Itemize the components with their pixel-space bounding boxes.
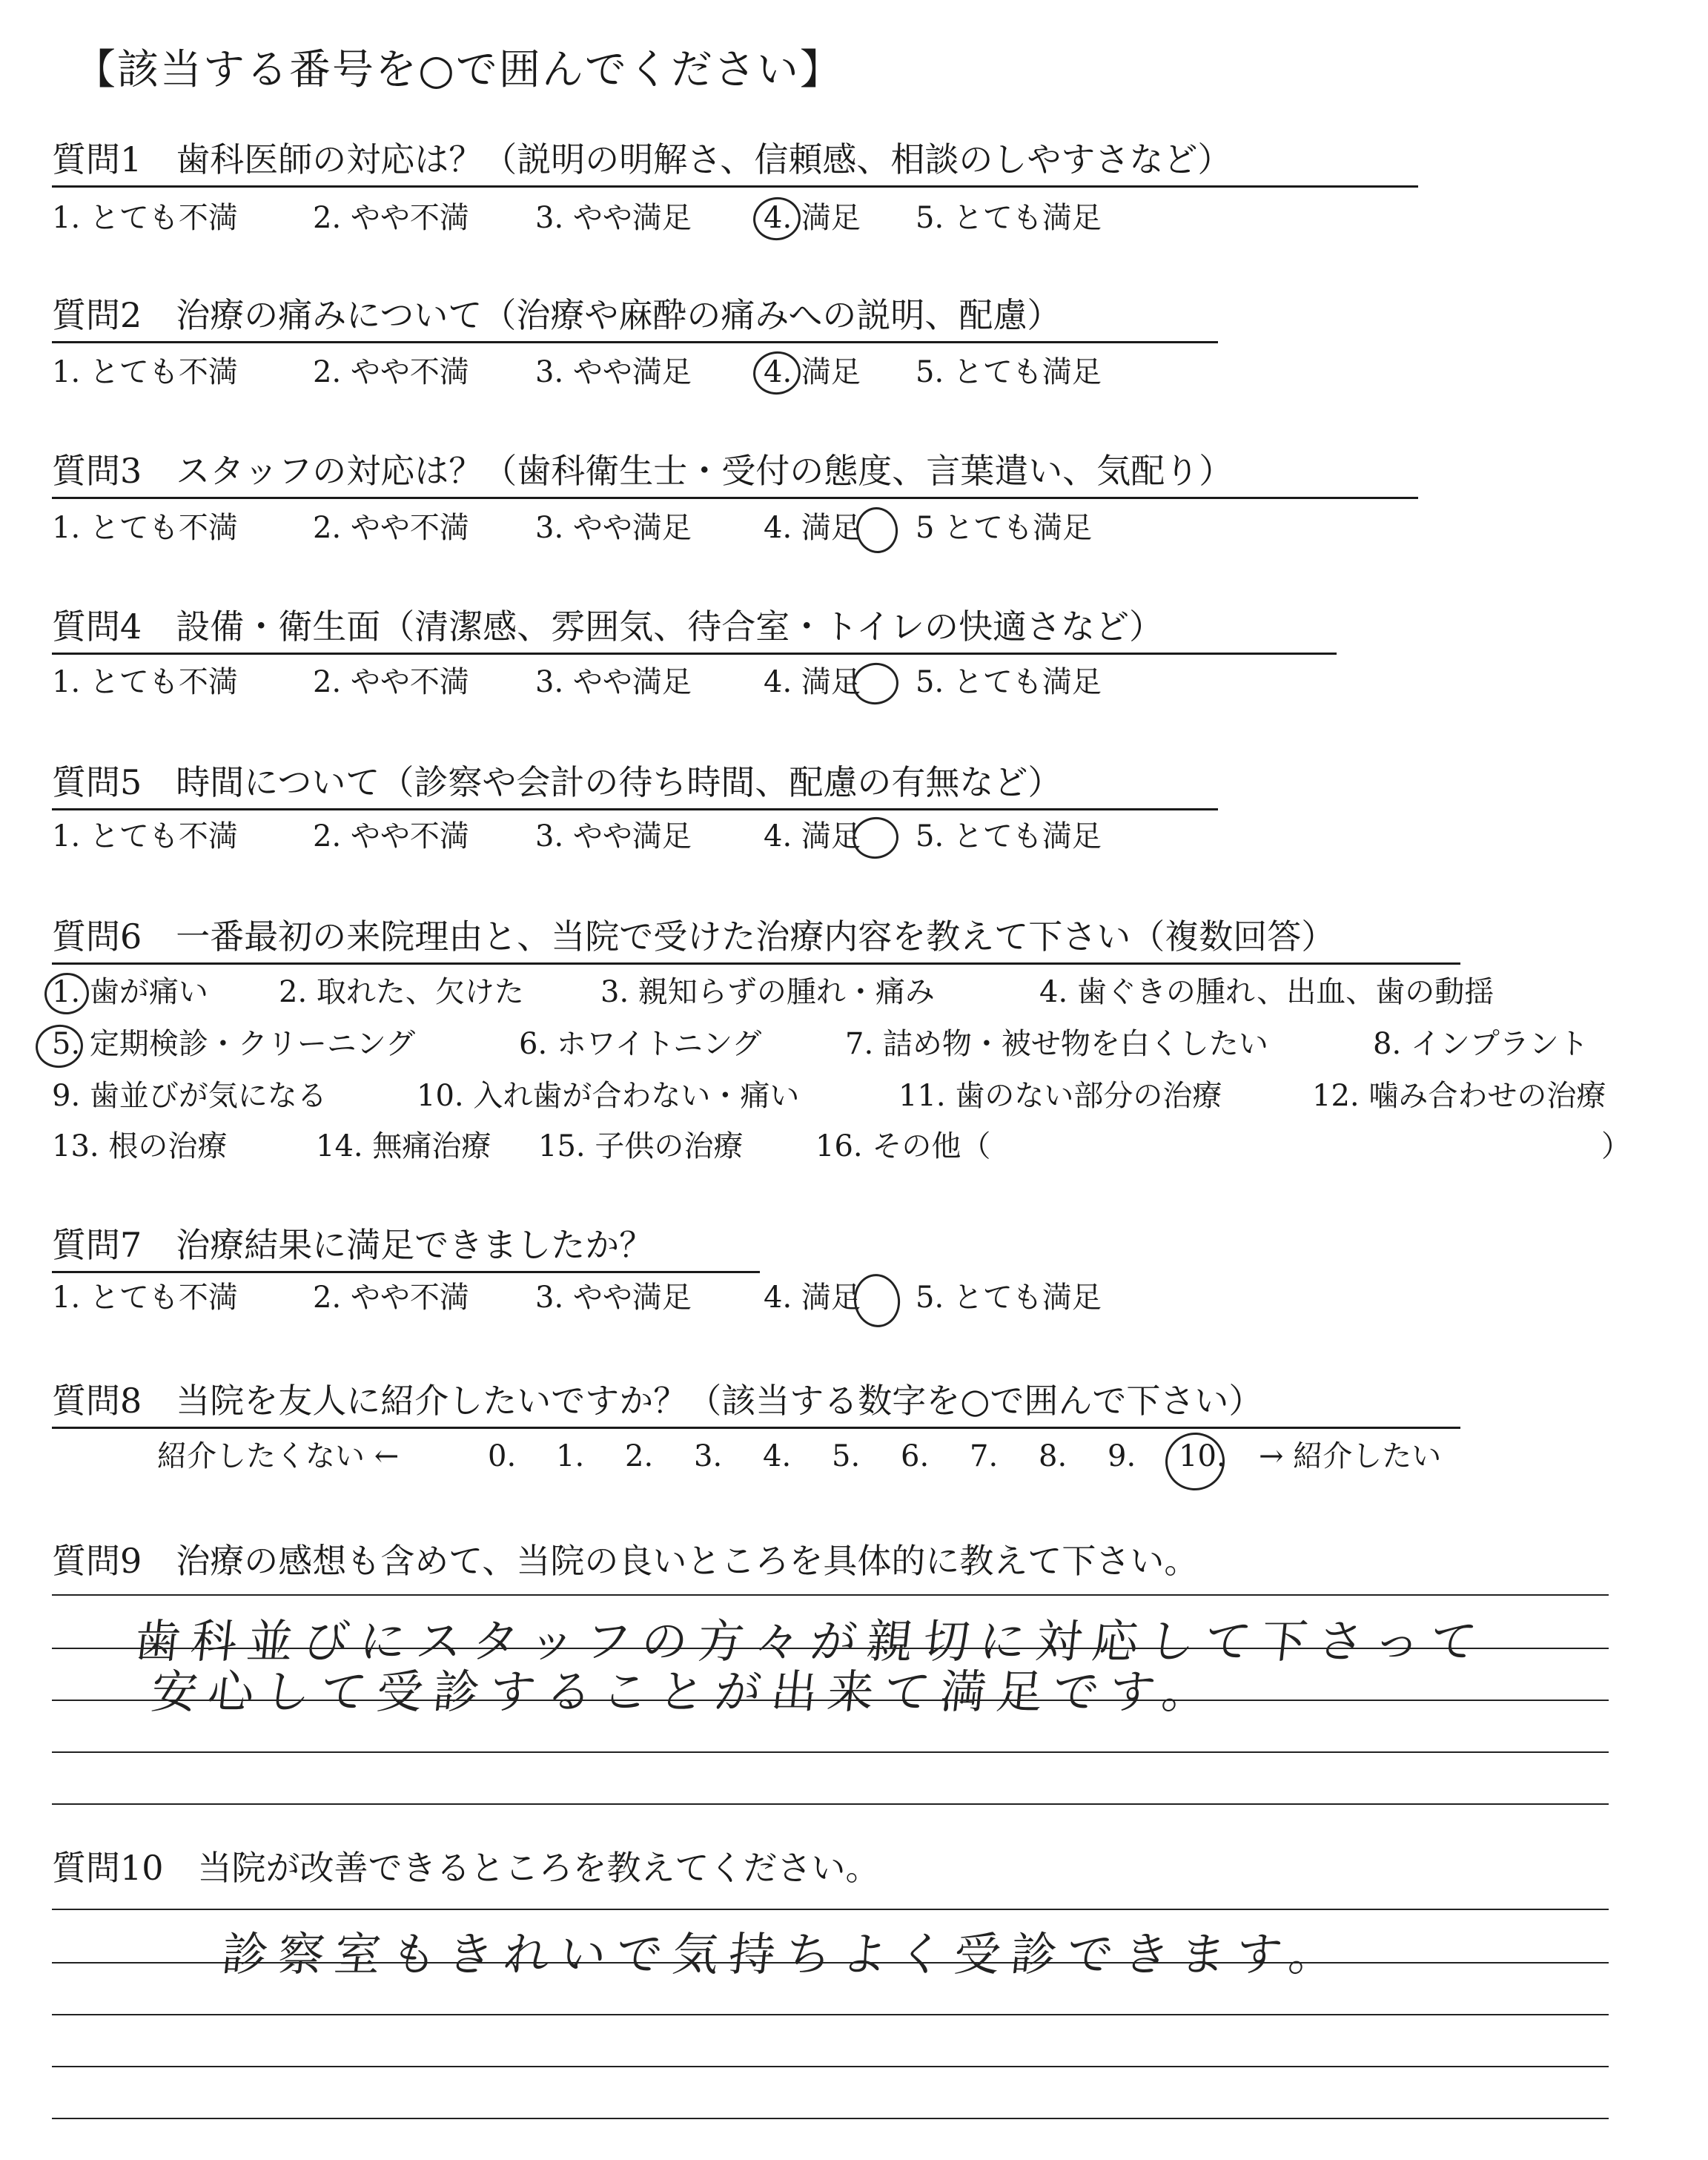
question-title: 質問8 当院を友人に紹介したいですか？（該当する数字を○で囲んで下さい）: [52, 1381, 1263, 1421]
option-4[interactable]: 4. 満足: [764, 511, 861, 545]
option-q6-10[interactable]: 10. 入れ歯が合わない・痛い: [417, 1079, 800, 1113]
question-underline: [52, 808, 1218, 810]
option-1[interactable]: 1. とても不満: [52, 355, 238, 389]
option-q6-14[interactable]: 14. 無痛治療: [316, 1129, 491, 1163]
scale-6[interactable]: 6.: [901, 1439, 930, 1473]
option-5[interactable]: 5. とても満足: [916, 665, 1102, 699]
question-title: 質問1 歯科医師の対応は？（説明の明解さ、信頼感、相談のしやすさなど）: [52, 139, 1232, 179]
question-title: 質問5 時間について（診察や会計の待ち時間、配慮の有無など）: [52, 762, 1062, 802]
question-underline: [52, 1427, 1460, 1429]
option-4[interactable]: 4. 満足: [764, 665, 861, 699]
question-underline: [52, 1271, 760, 1273]
ruled-line: [52, 2066, 1609, 2067]
option-2[interactable]: 2. やや不満: [313, 819, 469, 853]
option-q6-5[interactable]: 5. 定期検診・クリーニング: [52, 1027, 416, 1061]
question-underline: [52, 653, 1337, 655]
option-4[interactable]: 4. 満足: [764, 1281, 861, 1315]
scale-3[interactable]: 3.: [694, 1439, 723, 1473]
ruled-line: [52, 1594, 1609, 1596]
option-5[interactable]: 5. とても満足: [916, 355, 1102, 389]
option-3[interactable]: 3. やや満足: [535, 819, 692, 853]
option-q6-12[interactable]: 12. 噛み合わせの治療: [1312, 1079, 1606, 1113]
scale-2[interactable]: 2.: [625, 1439, 654, 1473]
question-underline: [52, 185, 1418, 188]
option-3[interactable]: 3. やや満足: [535, 355, 692, 389]
handwritten-answer-line-1: 診察室もきれいで気持ちよく受診できます。: [219, 1927, 1348, 1981]
option-q6-2[interactable]: 2. 取れた、欠けた: [279, 975, 524, 1009]
scale-1[interactable]: 1.: [556, 1439, 585, 1473]
option-2[interactable]: 2. やや不満: [313, 511, 469, 545]
option-q6-13[interactable]: 13. 根の治療: [52, 1129, 228, 1163]
handwritten-answer-line-2: 安心して受診することが出来て満足です。: [148, 1665, 1222, 1719]
option-5[interactable]: 5 とても満足: [916, 511, 1093, 545]
option-1[interactable]: 1. とても不満: [52, 201, 238, 235]
option-q6-16[interactable]: 16. その他（: [815, 1129, 991, 1163]
option-5[interactable]: 5. とても満足: [916, 201, 1102, 235]
option-3[interactable]: 3. やや満足: [535, 665, 692, 699]
option-3[interactable]: 3. やや満足: [535, 201, 692, 235]
question-title: 質問3 スタッフの対応は？（歯科衛生士・受付の態度、言葉遣い、気配り）: [52, 451, 1234, 491]
option-q6-3[interactable]: 3. 親知らずの腫れ・痛み: [600, 975, 935, 1009]
question-title: 質問2 治療の痛みについて（治療や麻酔の痛みへの説明、配慮）: [52, 295, 1062, 335]
ruled-line: [52, 1751, 1609, 1753]
option-3[interactable]: 3. やや満足: [535, 511, 692, 545]
scale-10[interactable]: 10.: [1179, 1439, 1226, 1473]
option-2[interactable]: 2. やや不満: [313, 665, 469, 699]
question-title: 質問7 治療結果に満足できましたか？: [52, 1225, 654, 1265]
scale-right-label: → 紹介したい: [1259, 1439, 1442, 1473]
option-4[interactable]: 4. 満足: [764, 355, 861, 389]
option-2[interactable]: 2. やや不満: [313, 201, 469, 235]
option-q6-6[interactable]: 6. ホワイトニング: [519, 1027, 762, 1061]
other-close-paren: ）: [1601, 1129, 1631, 1163]
scale-5[interactable]: 5.: [832, 1439, 861, 1473]
option-2[interactable]: 2. やや不満: [313, 1281, 469, 1315]
ruled-line: [52, 2014, 1609, 2015]
option-2[interactable]: 2. やや不満: [313, 355, 469, 389]
option-q6-9[interactable]: 9. 歯並びが気になる: [52, 1079, 327, 1113]
option-q6-4[interactable]: 4. 歯ぐきの腫れ、出血、歯の動揺: [1039, 975, 1494, 1009]
option-4[interactable]: 4. 満足: [764, 819, 861, 853]
option-5[interactable]: 5. とても満足: [916, 819, 1102, 853]
handwritten-answer-line-1: 歯科並びにスタッフの方々が親切に対応して下さって: [131, 1614, 1490, 1668]
option-1[interactable]: 1. とても不満: [52, 511, 238, 545]
question-title: 質問10 当院が改善できるところを教えてください。: [52, 1848, 880, 1888]
question-underline: [52, 962, 1460, 965]
option-1[interactable]: 1. とても不満: [52, 1281, 238, 1315]
question-title: 質問4 設備・衛生面（清潔感、雰囲気、待合室・トイレの快適さなど）: [52, 607, 1163, 647]
option-q6-11[interactable]: 11. 歯のない部分の治療: [898, 1079, 1222, 1113]
ruled-line: [52, 1909, 1609, 1910]
ruled-line: [52, 2118, 1609, 2119]
option-q6-15[interactable]: 15. 子供の治療: [538, 1129, 744, 1163]
option-5[interactable]: 5. とても満足: [916, 1281, 1102, 1315]
question-title: 質問9 治療の感想も含めて、当院の良いところを具体的に教えて下さい。: [52, 1541, 1199, 1581]
scale-0[interactable]: 0.: [488, 1439, 517, 1473]
option-3[interactable]: 3. やや満足: [535, 1281, 692, 1315]
option-4[interactable]: 4. 満足: [764, 201, 861, 235]
scale-left-label: 紹介したくない ←: [157, 1439, 400, 1473]
option-q6-8[interactable]: 8. インプラント: [1373, 1027, 1589, 1061]
option-1[interactable]: 1. とても不満: [52, 819, 238, 853]
scale-4[interactable]: 4.: [763, 1439, 792, 1473]
scale-9[interactable]: 9.: [1108, 1439, 1136, 1473]
option-1[interactable]: 1. とても不満: [52, 665, 238, 699]
question-underline: [52, 497, 1418, 499]
ruled-line: [52, 1803, 1609, 1805]
question-title: 質問6 一番最初の来院理由と、当院で受けた治療内容を教えて下さい（複数回答）: [52, 916, 1336, 957]
question-underline: [52, 341, 1218, 343]
option-q6-7[interactable]: 7. 詰め物・被せ物を白くしたい: [845, 1027, 1268, 1061]
scale-7[interactable]: 7.: [970, 1439, 999, 1473]
form-heading: 【該当する番号を○で囲んでください】: [74, 46, 843, 94]
option-q6-1[interactable]: 1. 歯が痛い: [52, 975, 208, 1009]
scale-8[interactable]: 8.: [1039, 1439, 1068, 1473]
